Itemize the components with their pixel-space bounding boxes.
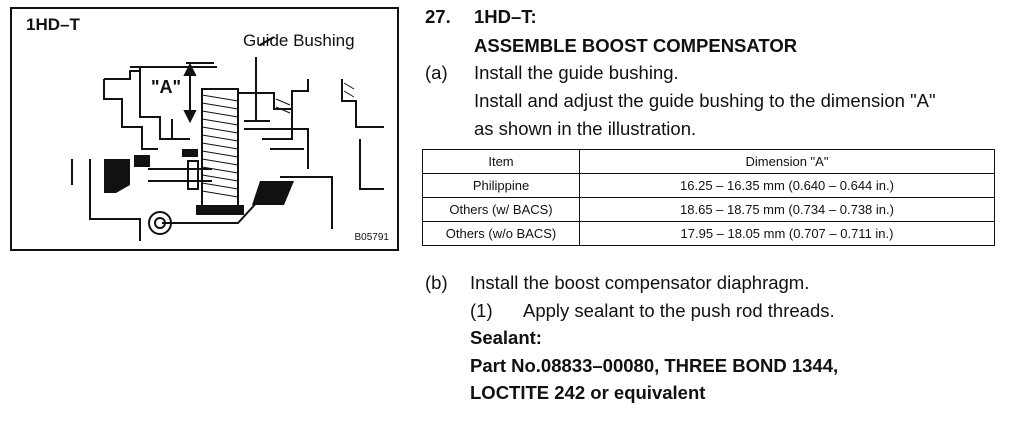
table-row [423, 222, 995, 246]
substep-a-line3: as shown in the illustration. [474, 118, 697, 139]
table-cell-dimension: 18.65 – 18.75 mm (0.734 – 0.738 in.) [580, 198, 995, 222]
table-cell-item: Others (w/ BACS) [423, 198, 580, 222]
step-title: ASSEMBLE BOOST COMPENSATOR [474, 35, 798, 56]
substep-a-line2: Install and adjust the guide bushing to the dimension "A" [474, 90, 936, 111]
table-header-row [423, 150, 995, 174]
substep-a-line1: Install the guide bushing. [474, 62, 679, 83]
table-row [423, 174, 995, 198]
sealant-label: Sealant: [470, 327, 542, 348]
guide-bushing-callout: Guide Bushing [243, 31, 355, 50]
table-header-item: Item [423, 150, 580, 174]
substep-b1-text: Apply sealant to the push rod threads. [523, 300, 835, 321]
substep-b-marker: (b) [425, 272, 448, 293]
table-cell-item: Others (w/o BACS) [423, 222, 580, 246]
step-number: 27. [425, 6, 451, 27]
substep-a-marker: (a) [425, 62, 448, 83]
sealant-part-number: Part No.08833–00080, THREE BOND 1344, [470, 355, 839, 376]
figure-code: B05791 [354, 232, 389, 243]
dimension-table [422, 149, 995, 246]
figure-model-label: 1HD–T [26, 15, 80, 34]
dimension-a-label: "A" [151, 77, 182, 97]
table-cell-dimension: 17.95 – 18.05 mm (0.707 – 0.711 in.) [580, 222, 995, 246]
table-header-dimension: Dimension "A" [580, 150, 995, 174]
sealant-equivalent: LOCTITE 242 or equivalent [470, 382, 706, 403]
substep-b1-marker: (1) [470, 300, 493, 321]
table-cell-dimension: 16.25 – 16.35 mm (0.640 – 0.644 in.) [580, 174, 995, 198]
table-cell-item: Philippine [423, 174, 580, 198]
table-row [423, 198, 995, 222]
step-model: 1HD–T: [474, 6, 537, 27]
substep-b-line1: Install the boost compensator diaphragm. [470, 272, 810, 293]
illustration [10, 7, 399, 251]
